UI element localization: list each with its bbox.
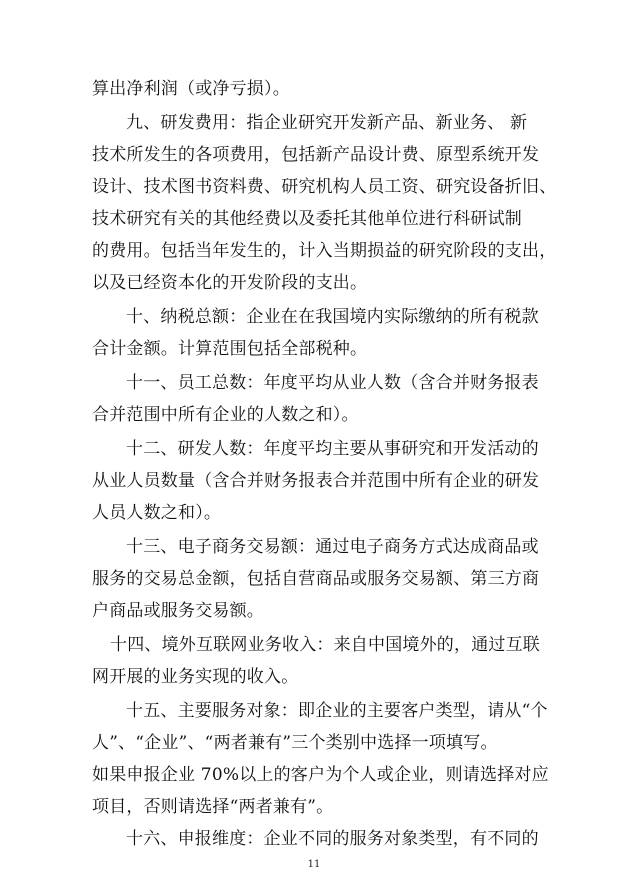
text-line: 的费用。包括当年发生的，计入当期损益的研究阶段的支出， — [92, 241, 557, 261]
paragraph-first-line: 十六、申报维度：企业不同的服务对象类型，有不同的 — [126, 829, 539, 849]
text-line: 合并范围中所有企业的人数之和）。 — [92, 405, 359, 425]
paragraph-first-line: 九、研发费用：指企业研究开发新产品、新业务、 新 — [126, 113, 528, 133]
text-line: 服务的交易总金额，包括自营商品或服务交易额、第三方商 — [92, 569, 540, 589]
text-line: 设计、技术图书资料费、研究机构人员工资、研究设备折旧、 — [92, 177, 557, 197]
paragraph-first-line: 十五、主要服务对象：即企业的主要客户类型，请从“个 — [126, 701, 548, 721]
paragraph-first-line: 十四、境外互联网业务收入：来自中国境外的，通过互联 — [110, 635, 540, 655]
page-number: 11 — [307, 859, 321, 870]
text-line: 网开展的业务实现的收入。 — [92, 667, 299, 687]
paragraph-first-line: 十三、电子商务交易额：通过电子商务方式达成商品或 — [126, 537, 539, 557]
text-line: 户商品或服务交易额。 — [92, 601, 264, 621]
text-line: 技术所发生的各项费用，包括新产品设计费、原型系统开发 — [92, 145, 540, 165]
paragraph-first-line: 十、纳税总额：企业在在我国境内实际缴纳的所有税款 — [126, 307, 539, 327]
text-line: 如果申报企业 70%以上的客户为个人或企业，则请选择对应 — [92, 765, 549, 785]
text-line: 人员人数之和）。 — [92, 503, 222, 523]
paragraph-first-line: 十一、员工总数：年度平均从业人数（含合并财务报表 — [126, 373, 539, 393]
text-line: 以及已经资本化的开发阶段的支出。 — [92, 273, 368, 293]
paragraph-first-line: 十二、研发人数：年度平均主要从事研究和开发活动的 — [126, 439, 539, 459]
text-line: 合计金额。计算范围包括全部税种。 — [92, 339, 368, 359]
text-line: 项目，否则请选择“两者兼有”。 — [92, 797, 334, 817]
text-line: 人”、“企业”、“两者兼有”三个类别中选择一项填写。 — [92, 733, 498, 753]
text-line: 从业人员数量（含合并财务报表合并范围中所有企业的研发 — [92, 471, 540, 491]
text-line: 算出净利润（或净亏损）。 — [92, 79, 290, 99]
text-line: 技术研究有关的其他经费以及委托其他单位进行科研试制 — [92, 209, 522, 229]
